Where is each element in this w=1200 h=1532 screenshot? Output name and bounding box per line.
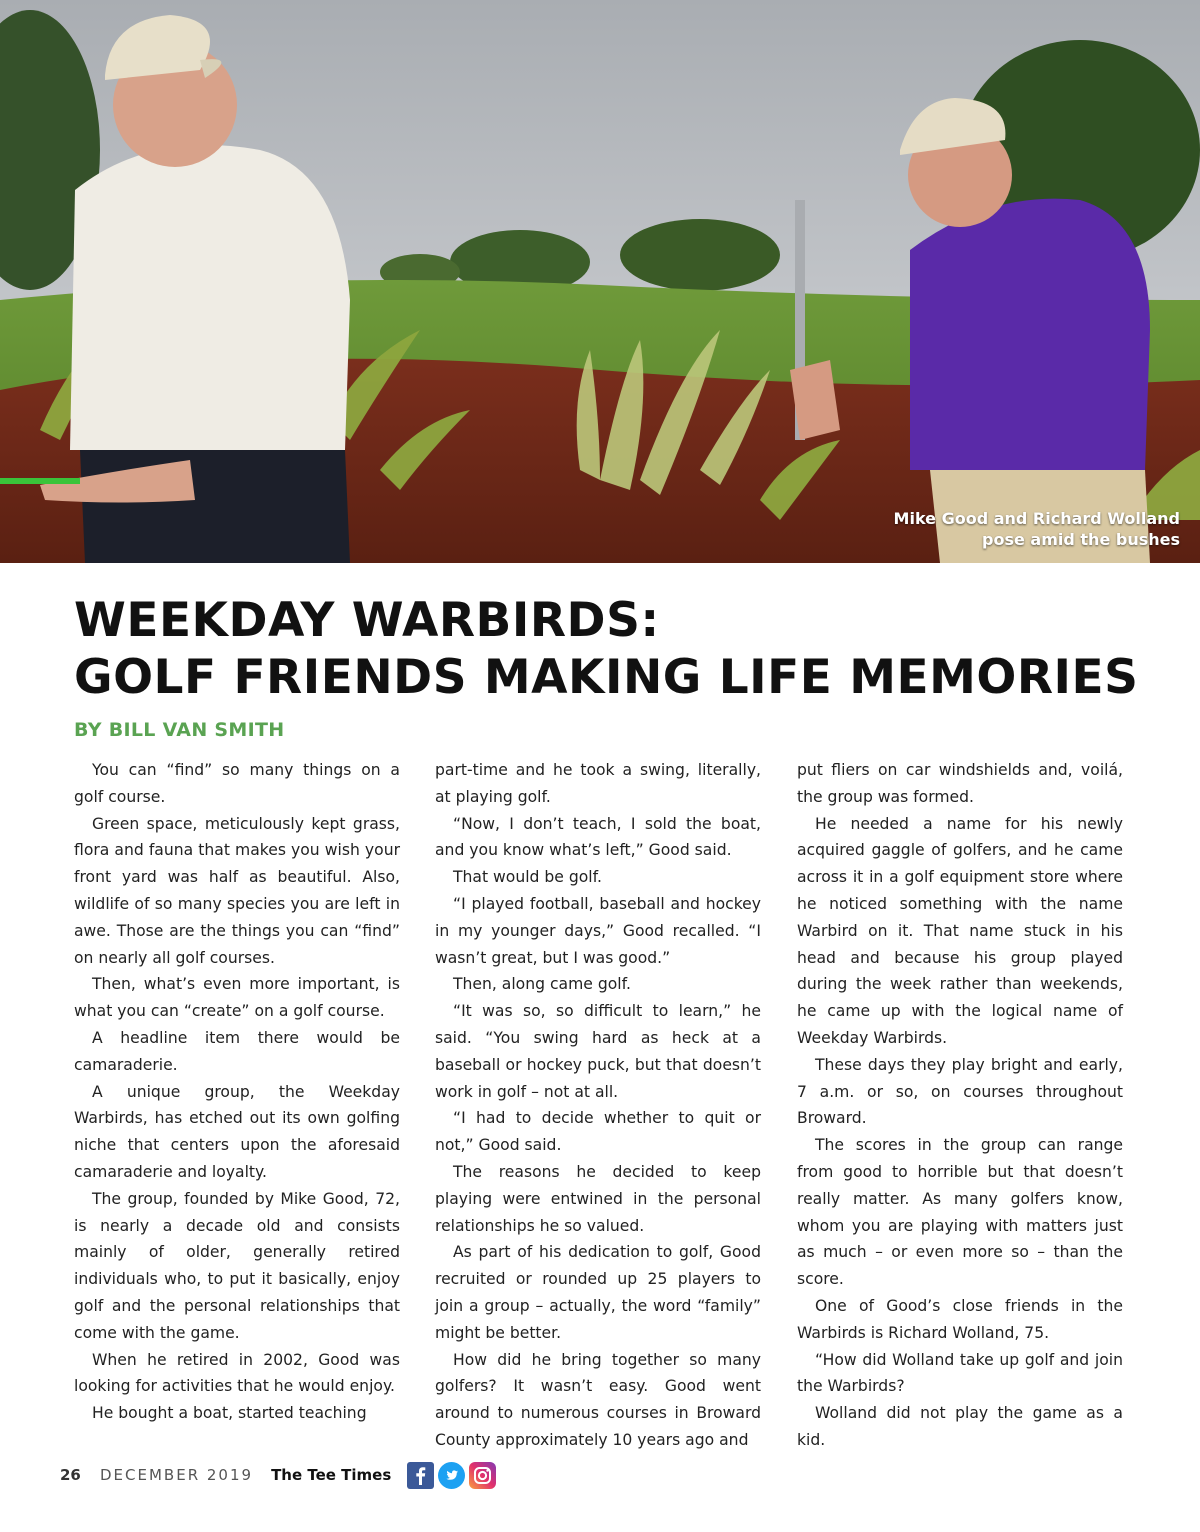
- paragraph: A headline item there would be camaraderie.: [74, 1028, 400, 1074]
- paragraph: Then, along came golf.: [453, 975, 631, 994]
- paragraph: Green space, meticulously kept grass, flora and fauna that makes you wish your front yard was half as beautiful. Also, wildlife of so many species you are left in awe. Those are the things you can “find” on nearly all golf courses.: [74, 814, 400, 967]
- facebook-icon[interactable]: [407, 1462, 434, 1489]
- article-headline: [74, 592, 1154, 706]
- paragraph: The group, founded by Mike Good, 72, is nearly a decade old and consists mainly of older, generally retired individuals who, to put it basically, enjoy golf and the personal relationships that come with the game.: [74, 1189, 400, 1342]
- caption-line-2: pose amid the bushes: [982, 530, 1180, 549]
- article-column-2: [435, 757, 761, 1454]
- hero-photo: [0, 0, 1200, 563]
- headline-line-1: WEEKDAY WARBIRDS:: [74, 593, 660, 648]
- paragraph: When he retired in 2002, Good was looking for activities that he would enjoy.: [74, 1350, 400, 1396]
- paragraph: How did he bring together so many golfers? It wasn’t easy. Good went around to numerous courses in Broward County approximately 10 years ago and: [435, 1350, 761, 1449]
- caption-line-1: Mike Good and Richard Wolland: [893, 509, 1180, 528]
- twitter-icon[interactable]: [438, 1462, 465, 1489]
- paragraph-continued: part-time and he took a swing, literally, at playing golf.: [435, 761, 761, 806]
- paragraph: The scores in the group can range from good to horrible but that doesn’t really matter. As many golfers know, whom you are playing with matters just as much – or even more so – than the score.: [797, 1136, 1123, 1289]
- photo-caption: [894, 508, 1180, 550]
- paragraph: Wolland did not play the game as a kid.: [797, 1404, 1123, 1449]
- page-number: 26: [60, 1466, 81, 1484]
- paragraph: He needed a name for his newly acquired gaggle of golfers, and he came across it in a golf equipment store where he noticed something with the name Warbird on it. That name stuck in his head and because his group played during the week rather than weekends, he came up with the logical name of Weekday Warbirds.: [797, 814, 1123, 1047]
- paragraph: The reasons he decided to keep playing were entwined in the personal relationships he so valued.: [435, 1162, 761, 1235]
- paragraph: These days they play bright and early, 7 a.m. or so, on courses throughout Broward.: [797, 1055, 1123, 1128]
- byline: BY BILL VAN SMITH: [74, 719, 285, 741]
- article-column-3: [797, 757, 1123, 1454]
- page-footer: [60, 1460, 496, 1490]
- publication-name: The Tee Times: [271, 1466, 392, 1484]
- golfers-photo-illustration: [0, 0, 1200, 563]
- paragraph: You can “find” so many things on a golf course.: [74, 761, 400, 806]
- social-icons: [407, 1462, 496, 1489]
- paragraph: He bought a boat, started teaching: [92, 1404, 367, 1423]
- paragraph: One of Good’s close friends in the Warbirds is Richard Wolland, 75.: [797, 1296, 1123, 1342]
- instagram-icon[interactable]: [469, 1462, 496, 1489]
- paragraph: “I had to decide whether to quit or not,” Good said.: [435, 1109, 761, 1155]
- paragraph: “I played football, baseball and hockey in my younger days,” Good recalled. “I wasn’t great, but I was good.”: [435, 894, 761, 967]
- paragraph: As part of his dedication to golf, Good recruited or rounded up 25 players to join a group – actually, the word “family” might be better.: [435, 1243, 761, 1342]
- paragraph-continued: put fliers on car windshields and, voilá, the group was formed.: [797, 761, 1123, 806]
- paragraph: A unique group, the Weekday Warbirds, has etched out its own golfing niche that centers upon the aforesaid camaraderie and loyalty.: [74, 1082, 400, 1181]
- article-column-1: [74, 757, 400, 1427]
- paragraph: “It was so, so difficult to learn,” he said. “You swing hard as heck at a baseball or hockey puck, but that doesn’t work in golf – not at all.: [435, 1002, 761, 1101]
- issue-date: DECEMBER 2019: [100, 1466, 254, 1484]
- paragraph: That would be golf.: [453, 868, 602, 887]
- paragraph: “How did Wolland take up golf and join the Warbirds?: [797, 1350, 1123, 1396]
- headline-line-2: GOLF FRIENDS MAKING LIFE MEMORIES: [74, 650, 1139, 705]
- paragraph: “Now, I don’t teach, I sold the boat, and you know what’s left,” Good said.: [435, 814, 761, 860]
- paragraph: Then, what’s even more important, is what you can “create” on a golf course.: [74, 975, 400, 1021]
